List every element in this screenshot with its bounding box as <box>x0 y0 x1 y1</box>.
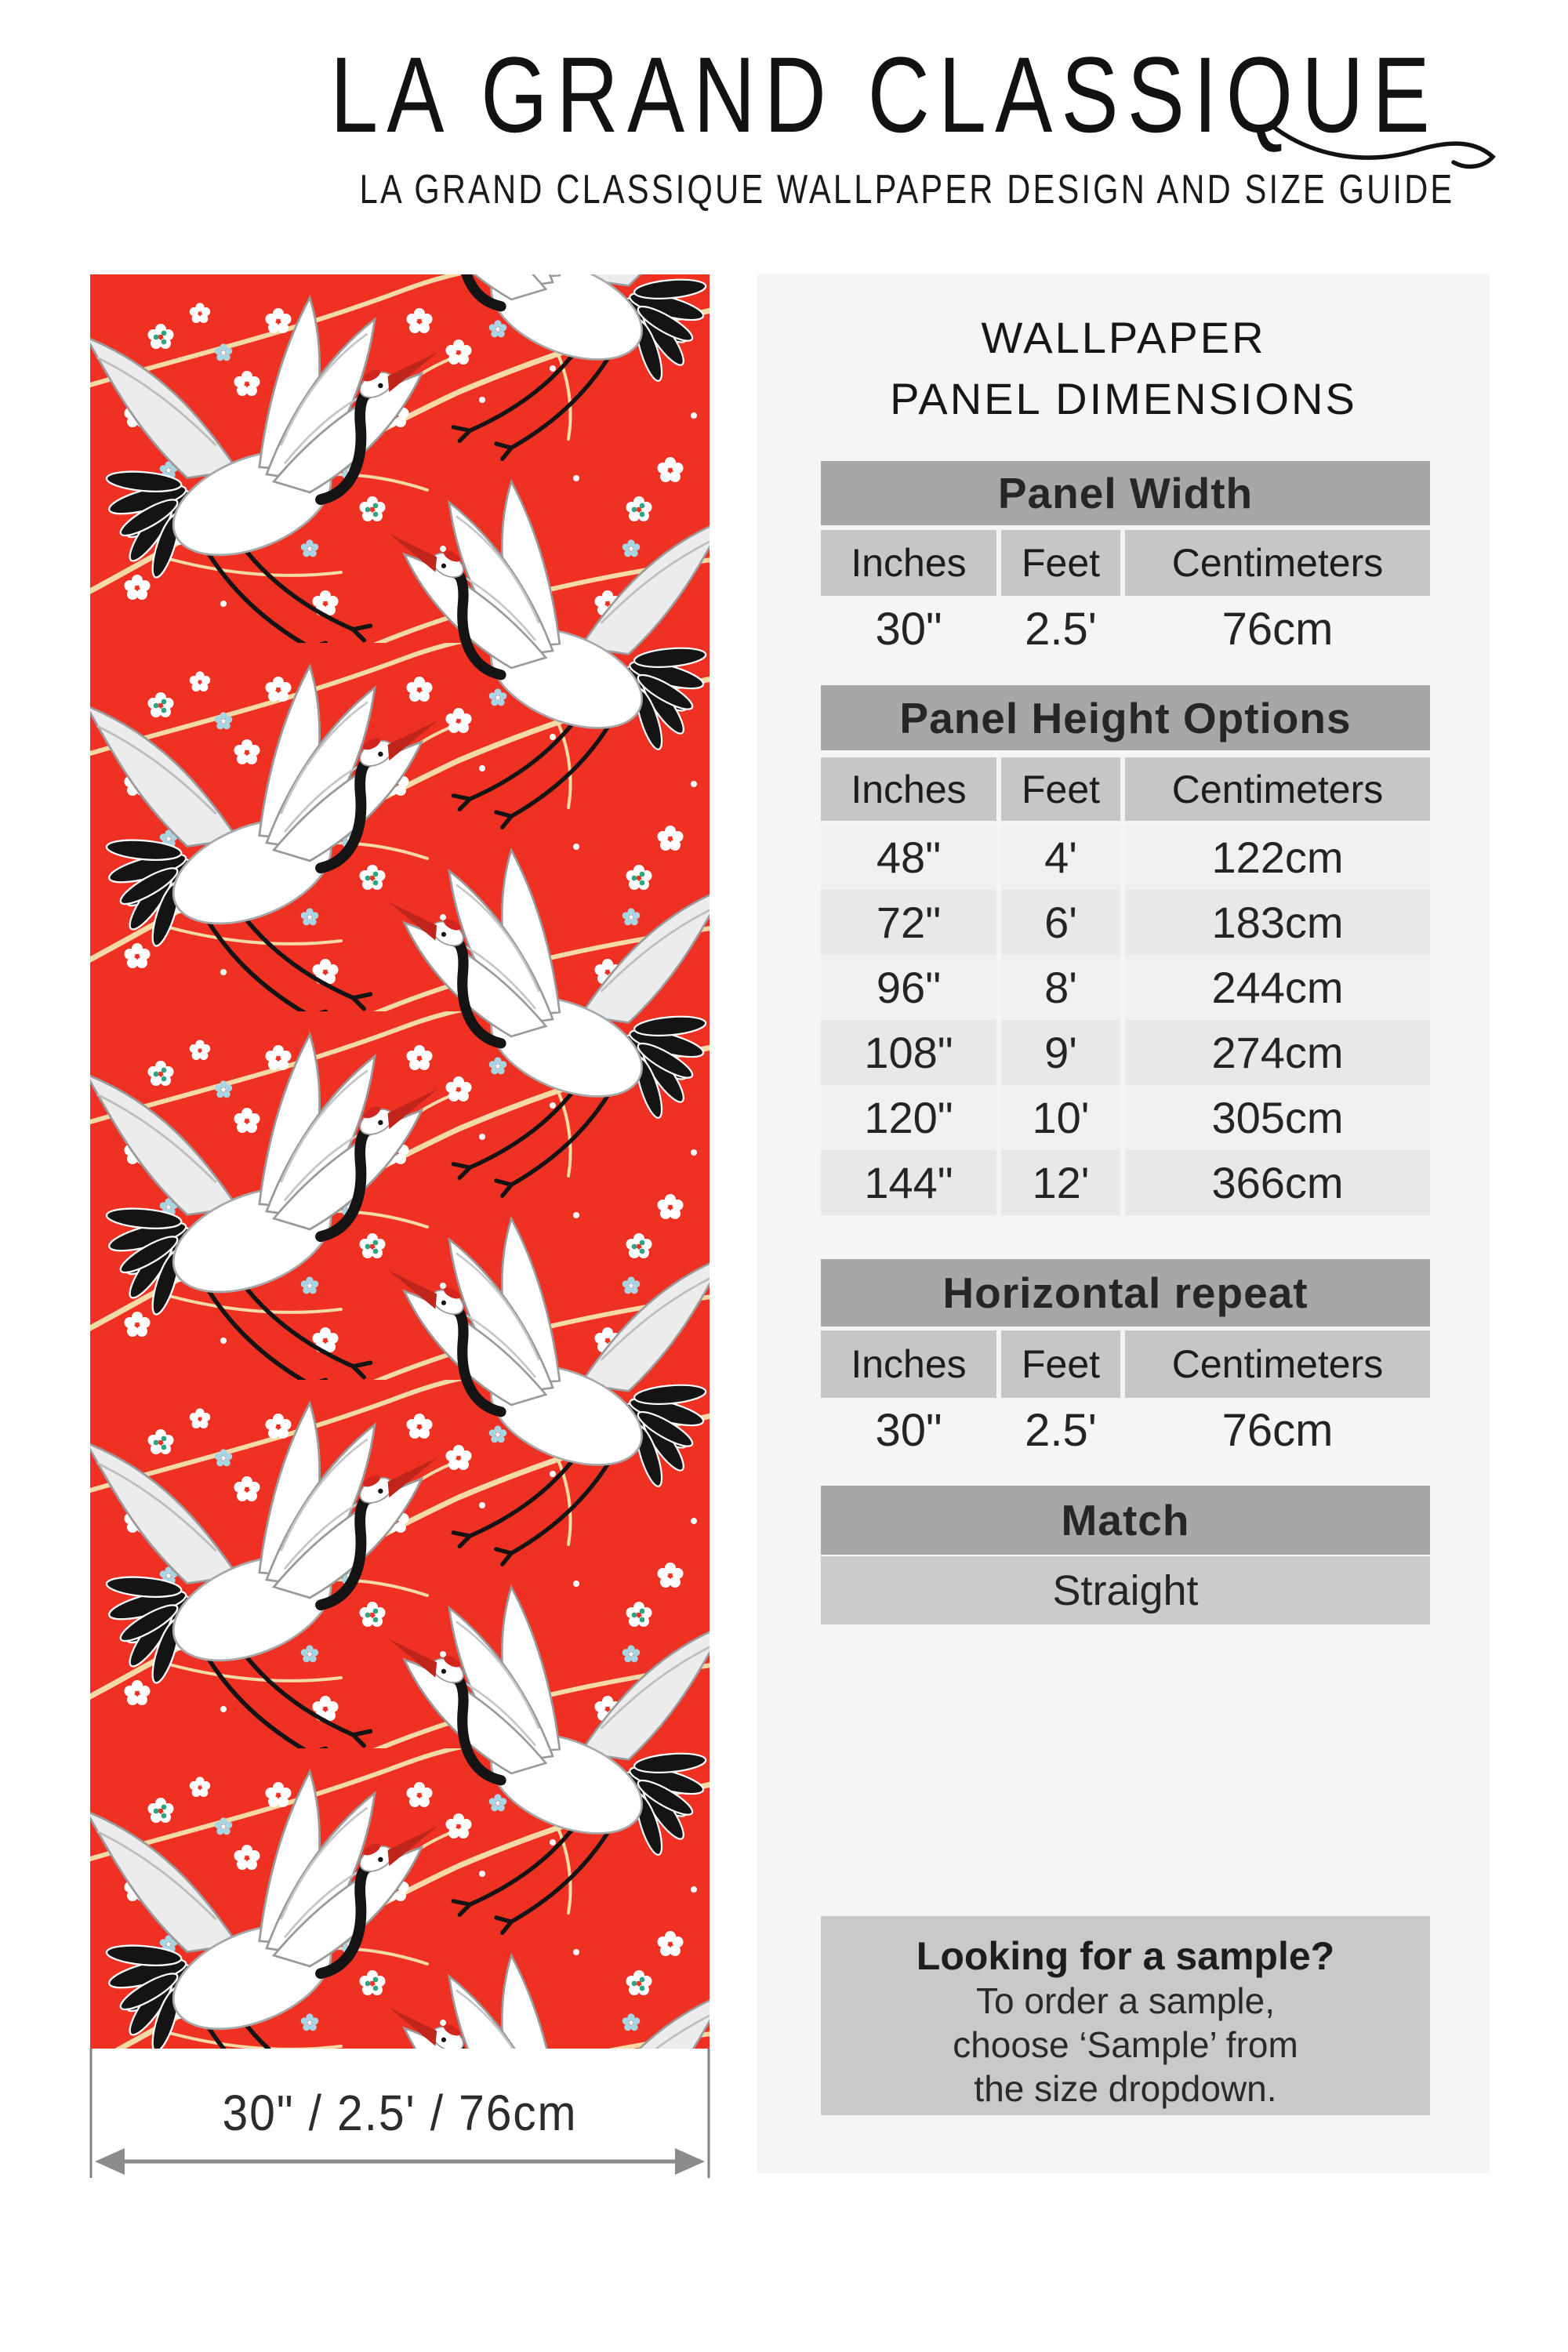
height-feet: 4' <box>1001 825 1120 890</box>
table-row <box>821 1085 1430 1150</box>
height-centimeters: 122cm <box>1125 825 1430 890</box>
panel-height-heading: Panel Height Options <box>821 685 1430 750</box>
panel-height-unit-header <box>821 757 1430 821</box>
unit-header-feet: Feet <box>1001 1330 1120 1398</box>
sidebar-title-line1: WALLPAPER <box>981 313 1266 362</box>
panel-width-heading: Panel Width <box>821 461 1430 525</box>
height-centimeters: 274cm <box>1125 1020 1430 1085</box>
panel-width-centimeters: 76cm <box>1221 603 1334 655</box>
repeat-feet: 2.5' <box>1025 1405 1097 1456</box>
panel-width-values <box>821 596 1430 662</box>
match-heading: Match <box>821 1486 1430 1555</box>
brand-subtitle: LA GRAND CLASSIQUE WALLPAPER DESIGN AND SIZE GUIDE <box>359 167 1455 212</box>
height-inches: 48" <box>821 825 996 890</box>
unit-header-centimeters: Centimeters <box>1125 757 1430 821</box>
table-row <box>821 1020 1430 1085</box>
height-feet: 12' <box>1001 1150 1120 1215</box>
sample-box-heading: Looking for a sample? <box>916 1934 1335 1978</box>
panel-width-feet: 2.5' <box>1025 603 1097 655</box>
height-feet: 10' <box>1001 1085 1120 1150</box>
height-inches: 144" <box>821 1150 996 1215</box>
unit-header-inches: Inches <box>821 530 996 596</box>
sample-box-line: To order a sample, <box>976 1980 1275 2021</box>
sample-box-line: the size dropdown. <box>974 2068 1277 2109</box>
table-row <box>821 1150 1430 1215</box>
height-feet: 6' <box>1001 890 1120 955</box>
unit-header-inches: Inches <box>821 1330 996 1398</box>
repeat-centimeters: 76cm <box>1221 1405 1334 1456</box>
table-row <box>821 890 1430 955</box>
sidebar-title-line2: PANEL DIMENSIONS <box>890 374 1357 423</box>
unit-header-feet: Feet <box>1001 530 1120 596</box>
unit-header-centimeters: Centimeters <box>1125 1330 1430 1398</box>
horizontal-repeat-values <box>821 1398 1430 1463</box>
match-value: Straight <box>821 1556 1430 1624</box>
height-centimeters: 366cm <box>1125 1150 1430 1215</box>
panel-width-inches: 30" <box>875 603 942 655</box>
height-inches: 96" <box>821 955 996 1020</box>
brand-title: LA GRAND CLASSIQUE <box>330 35 1439 155</box>
repeat-inches: 30" <box>875 1405 942 1456</box>
height-centimeters: 305cm <box>1125 1085 1430 1150</box>
height-inches: 108" <box>821 1020 996 1085</box>
horizontal-repeat-heading: Horizontal repeat <box>821 1259 1430 1327</box>
table-row <box>821 825 1430 890</box>
sidebar-title <box>757 307 1490 430</box>
unit-header-feet: Feet <box>1001 757 1120 821</box>
horizontal-repeat-unit-header <box>821 1330 1430 1398</box>
table-row <box>821 955 1430 1020</box>
height-inches: 120" <box>821 1085 996 1150</box>
wallpaper-preview <box>90 274 710 2049</box>
sample-info-box <box>821 1916 1430 2115</box>
height-inches: 72" <box>821 890 996 955</box>
panel-width-caption: 30" / 2.5' / 76cm <box>222 2085 578 2141</box>
height-feet: 8' <box>1001 955 1120 1020</box>
panel-width-unit-header <box>821 530 1430 596</box>
unit-header-inches: Inches <box>821 757 996 821</box>
height-centimeters: 244cm <box>1125 955 1430 1020</box>
height-feet: 9' <box>1001 1020 1120 1085</box>
sample-box-line: choose ‘Sample’ from <box>953 2024 1298 2065</box>
unit-header-centimeters: Centimeters <box>1125 530 1430 596</box>
dimensions-sidebar <box>757 274 1490 2173</box>
width-dimension-arrow <box>89 2049 711 2183</box>
height-centimeters: 183cm <box>1125 890 1430 955</box>
